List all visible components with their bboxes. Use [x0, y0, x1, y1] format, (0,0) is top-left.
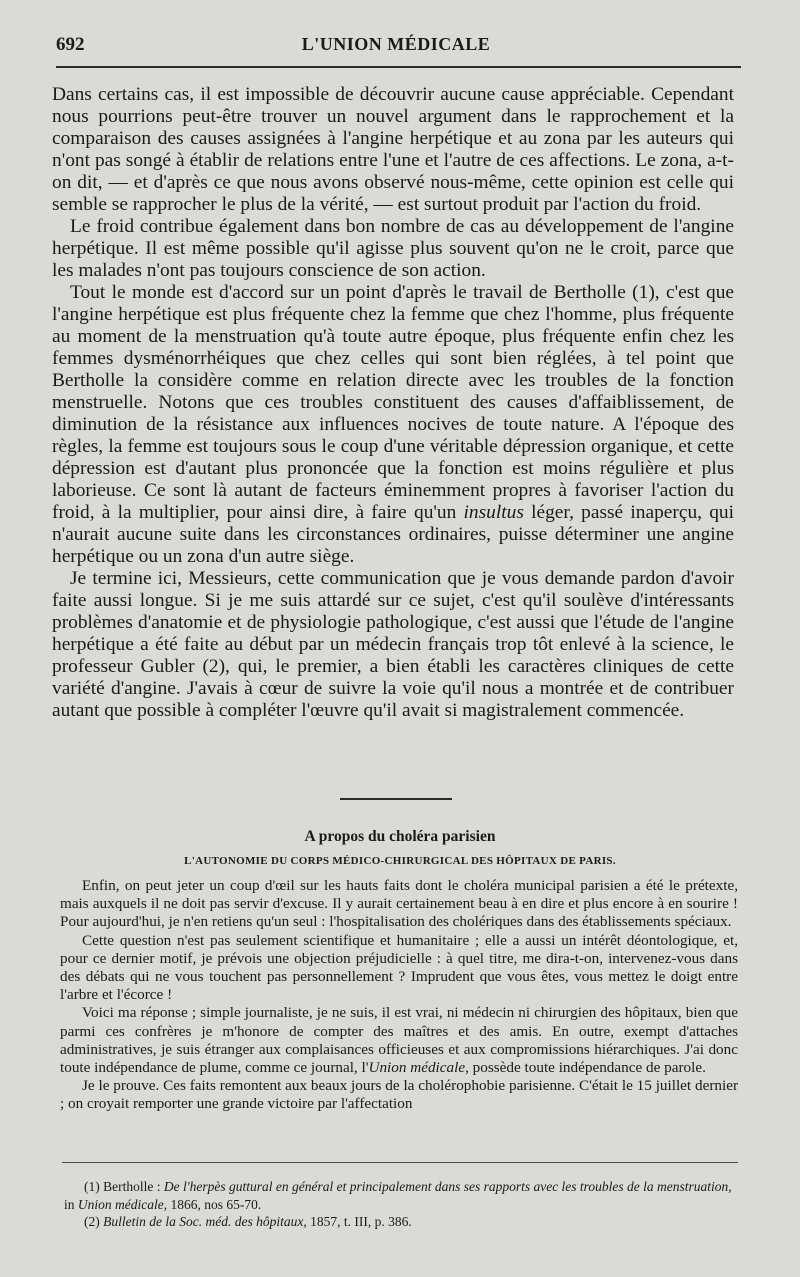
paragraph-4: Je termine ici, Messieurs, cette communication que je vous demande pardon d'avoir faite aussi longue. Si je me suis attardé sur ce sujet, c'est qu'il soulève d'intéressants problèmes d'anatomie et de physiologie pathologique, c'est aussi que l'étude de l'angine herpétique a été faite au début par un médecin français trop tôt enlevé à la science, le professeur Gubler (2), qui, le premier, a bien établi les caractères cliniques de cette variété d'angine. J'avais à cœur de suivre la voie qu'il nous a montrée et de contribuer autant que possible à compléter l'œuvre qu'il avait si magistralement commencée.: [52, 568, 734, 721]
cholera-paragraph-2: Cette question n'est pas seulement scientifique et humanitaire ; elle a aussi un intérêt déontologique, et, pour ce dernier motif, je prévois une objection préjudicielle : à quel titre, me dira-t-on, intervenez-vous dans des débats qui ne vous touchent pas personnellement ? Imprudent que vous êtes, vous mettez le doigt entre l'arbre et l'écorce !: [60, 931, 738, 1004]
article-body: [52, 84, 734, 722]
footnote-2-title: Bulletin de la Soc. méd. des hôpitaux,: [103, 1214, 307, 1229]
footnote-1-ref: 1866, nos 65-70.: [167, 1196, 262, 1212]
cholera-paragraph-4: Je le prouve. Ces faits remontent aux beaux jours de la cholérophobie parisienne. C'était le 15 juillet dernier ; on croyait remporter une grande victoire par l'affectation: [60, 1077, 738, 1113]
cholera-paragraph-3-text: Voici ma réponse ; simple journaliste, je ne suis, il est vrai, ni médecin ni chirurgien des hôpitaux, bien que parmi ces confrères je m'honore de compter des maîtres et des amis. En outre, exempt d'attaches administratives, je suis étranger aux complaisances officieuses et aux compromissions hiérarchiques. J'ai donc toute indépendance de plume, comme ce journal, l': [60, 1004, 738, 1077]
italic-term: insultus: [463, 502, 524, 523]
paragraph-2: Le froid contribue également dans bon nombre de cas au développement de l'angine herpétique. Il est même possible qu'il agisse plus souvent qu'on ne le croit, parce que les malades n'ont pas toujours conscience de son action.: [52, 216, 734, 281]
journal-title: L'UNION MÉDICALE: [301, 34, 491, 54]
footnote-2-label: (2): [84, 1214, 104, 1229]
cholera-paragraph-1: Enfin, on peut jeter un coup d'œil sur les hauts faits dont le choléra municipal parisien a été le prétexte, mais auxquels il ne doit pas servir d'excuse. Il y aurait certainement beau à en dire et plus encore à en sourire ! Pour aujourd'hui, je n'en retiens qu'un seul : l'hospitalisation des cholériques dans des établissements spéciaux.: [60, 877, 738, 931]
footnote-1-title: De l'herpès guttural en général et principalement dans ses rapports avec les troubles de la menstruation,: [163, 1179, 732, 1194]
footnote-2: [64, 1213, 744, 1231]
journal-name-italic: Union médicale: [368, 1059, 466, 1077]
footnote-1-label: (1) Bertholle :: [84, 1179, 164, 1194]
paragraph-3: [52, 282, 734, 568]
footnote-2-ref: 1857, t. III, p. 386.: [306, 1214, 412, 1229]
footnote-1-in: in: [64, 1196, 78, 1212]
paragraph-3-text: Tout le monde est d'accord sur un point d'après le travail de Bertholle (1), c'est que l'angine herpétique est plus fréquente chez la femme que chez l'homme, plus fréquente au moment de la menstruation qu'à toute autre époque, plus fréquente enfin chez les femmes dysménorrhéiques que chez celles qui sont bien réglées, à tel point que Bertholle la considère comme en relation directe avec les troubles de la fonction menstruelle. Notons que ces troubles constituent des causes d'affaiblissement, de diminution de la résistance aux influences nocives de toute nature. A l'époque des règles, la femme est toujours sous le coup d'une véritable dépression organique, et cette dépression est d'autant plus prononcée que la fonction est moins régulière et plus laborieuse. Ce sont là autant de facteurs éminemment propres à favoriser l'action du froid, à la multiplier, pour ainsi dire, à faire qu'un: [52, 282, 734, 523]
section-title: A propos du choléra parisien: [304, 828, 496, 845]
cholera-article-body: [60, 877, 738, 1114]
paragraph-3-tail: léger, passé inaperçu, qui n'aurait aucune suite dans les circonstances ordinaires, puisse déterminer une angine herpétique ou un zona d'un autre siège.: [52, 502, 734, 567]
footnote-rule: [62, 1162, 738, 1163]
paragraph-1: Dans certains cas, il est impossible de découvrir aucune cause appréciable. Cependant nous pourrions peut-être trouver un nouvel argument dans le rapprochement et la comparaison des causes assignées à l'angine herpétique et au zona par les auteurs qui n'ont pas songé à établir de relations entre l'une et l'autre de ces affections. Le zona, a-t-on dit, — et d'après ce que nous avons observé nous-même, cette opinion est celle qui semble se rapprocher le plus de la vérité, — est surtout produit par l'action du froid.: [52, 84, 734, 215]
footnotes: [64, 1178, 744, 1231]
footnote-1-journal: Union médicale,: [77, 1196, 168, 1212]
header-rule: [56, 66, 741, 68]
page-number: 692: [56, 34, 85, 55]
footnote-1: [64, 1178, 744, 1213]
section-subtitle: L'AUTONOMIE DU CORPS MÉDICO-CHIRURGICAL DES HÔPITAUX DE PARIS.: [184, 855, 616, 867]
running-header: [56, 34, 736, 58]
cholera-paragraph-3: [60, 1004, 738, 1077]
section-divider: [340, 798, 452, 800]
cholera-paragraph-3-tail: , possède toute indépendance de parole.: [465, 1059, 706, 1077]
